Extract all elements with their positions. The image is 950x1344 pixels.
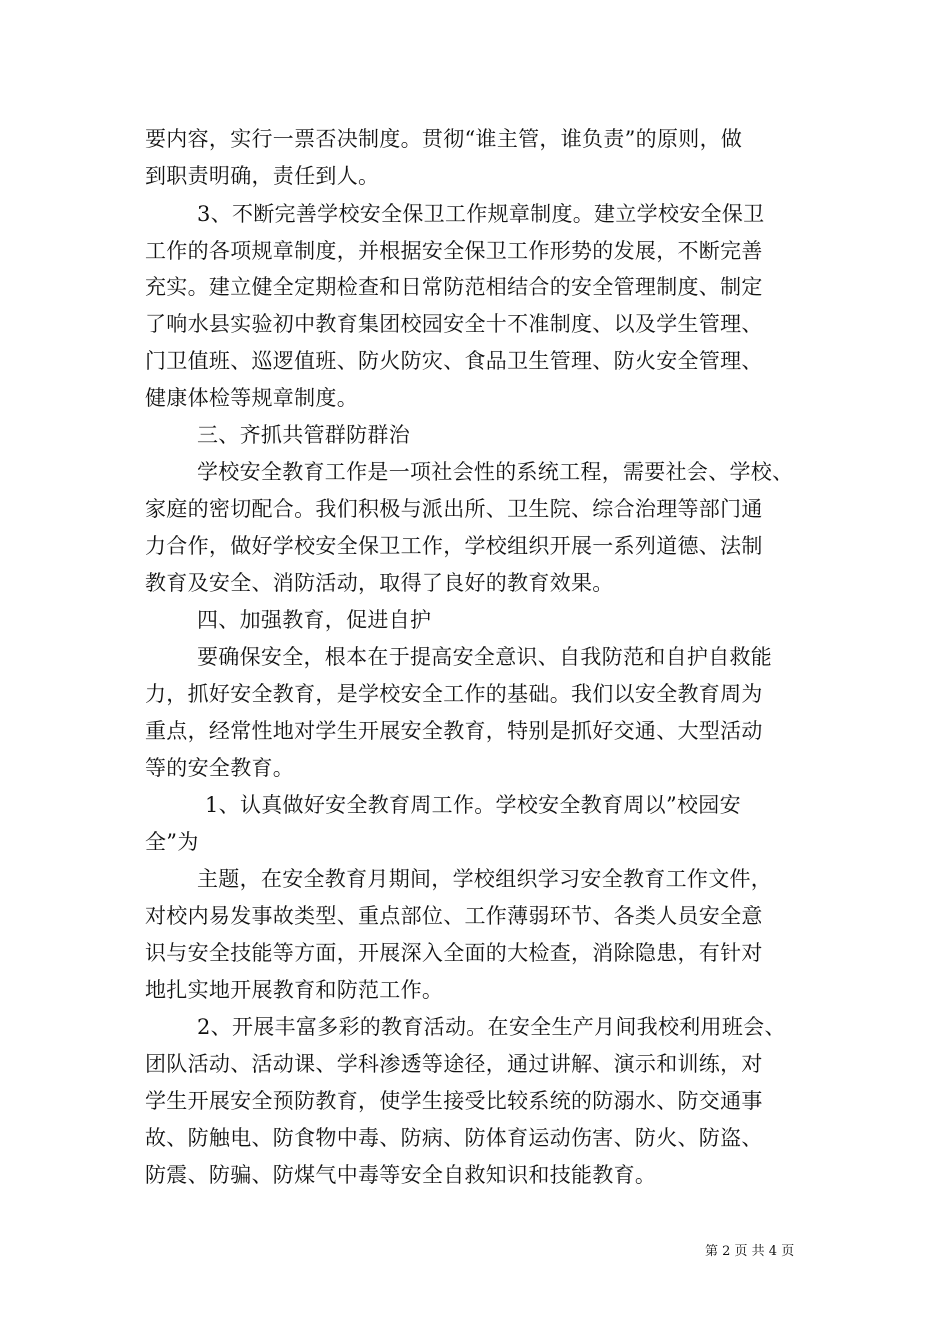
text-line: 全”为: [145, 830, 199, 854]
text-line: 防震、防骗、防煤气中毒等安全自救知识和技能教育。: [145, 1163, 657, 1187]
section-heading: 三、齐抓共管群防群治: [197, 423, 410, 447]
text-line: 对校内易发事故类型、重点部位、工作薄弱环节、各类人员安全意: [145, 904, 763, 928]
text-line: 故、防触电、防食物中毒、防病、防体育运动伤害、防火、防盗、: [145, 1126, 763, 1150]
text-line: 识与安全技能等方面，开展深入全面的大检查，消除隐患，有针对: [145, 941, 763, 965]
text-line: 1、认真做好安全教育周工作。学校安全教育周以”校园安: [205, 793, 741, 817]
text-line: 健康体检等规章制度。: [145, 386, 358, 410]
text-line: 教育及安全、消防活动，取得了良好的教育效果。: [145, 571, 614, 595]
text-line: 2、开展丰富多彩的教育活动。在安全生产月间我校利用班会、: [197, 1015, 786, 1039]
text-line: 要内容，实行一票否决制度。贯彻“谁主管，谁负责”的原则，做: [145, 127, 743, 151]
text-line: 要确保安全，根本在于提高安全意识、自我防范和自护自救能: [197, 645, 773, 669]
text-line: 门卫值班、巡逻值班、防火防灾、食品卫生管理、防火安全管理、: [145, 349, 763, 373]
text-line: 学校安全教育工作是一项社会性的系统工程，需要社会、学校、: [197, 460, 794, 484]
text-line: 等的安全教育。: [145, 756, 295, 780]
section-heading: 四、加强教育，促进自护: [197, 608, 432, 632]
text-line: 家庭的密切配合。我们积极与派出所、卫生院、综合治理等部门通: [145, 497, 763, 521]
text-line: 充实。建立健全定期检查和日常防范相结合的安全管理制度、制定: [145, 275, 763, 299]
text-line: 工作的各项规章制度，并根据安全保卫工作形势的发展，不断完善: [145, 239, 763, 263]
text-line: 了响水县实验初中教育集团校园安全十不准制度、以及学生管理、: [145, 312, 763, 336]
text-line: 团队活动、活动课、学科渗透等途径，通过讲解、演示和训练，对: [145, 1052, 763, 1076]
text-line: 主题，在安全教育月期间，学校组织学习安全教育工作文件，: [197, 867, 773, 891]
text-line: 学生开展安全预防教育，使学生接受比较系统的防溺水、防交通事: [145, 1089, 763, 1113]
text-line: 到职责明确，责任到人。: [145, 164, 380, 188]
text-line: 力，抓好安全教育，是学校安全工作的基础。我们以安全教育周为: [145, 682, 763, 706]
text-line: 重点，经常性地对学生开展安全教育，特别是抓好交通、大型活动: [145, 719, 763, 743]
text-line: 3、不断完善学校安全保卫工作规章制度。建立学校安全保卫: [197, 202, 765, 226]
text-line: 力合作，做好学校安全保卫工作，学校组织开展一系列道德、法制: [145, 534, 763, 558]
page-number-footer: 第 2 页 共 4 页: [705, 1244, 795, 1259]
text-line: 地扎实地开展教育和防范工作。: [145, 978, 444, 1002]
